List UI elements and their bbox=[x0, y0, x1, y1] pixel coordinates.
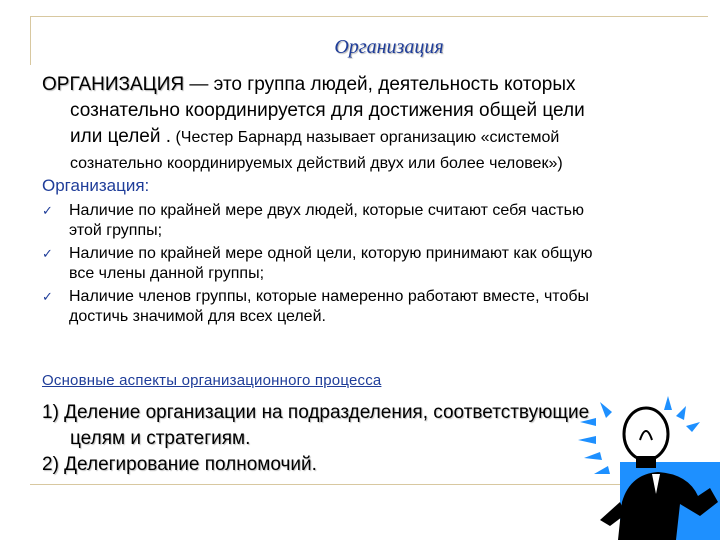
definition-block bbox=[42, 72, 682, 177]
definition-line3: или целей . (Честер Барнард называет организацию «системой bbox=[70, 126, 560, 147]
list-item: ✓ Наличие по крайней мере двух людей, которые считают себя частью этой группы; bbox=[42, 202, 584, 239]
aspects-heading: Основные аспекты организационного процесса bbox=[42, 372, 382, 389]
list-item: ✓ Наличие членов группы, которые намеренно работают вместе, чтобы достичь значимой для всех целей. bbox=[42, 288, 590, 325]
aspect-item-2: 2) Делегирование полномочий. bbox=[42, 454, 317, 475]
slide-title: Организация bbox=[334, 36, 444, 58]
definition-term: ОРГАНИЗАЦИЯ bbox=[42, 74, 185, 95]
aspect-item-1-line2: целям и стратегиям. bbox=[70, 428, 251, 449]
checkmark-icon: ✓ bbox=[42, 203, 53, 218]
frame-bottom-line bbox=[30, 484, 630, 485]
frame-top-line bbox=[30, 16, 708, 17]
organization-heading: Организация: bbox=[42, 176, 150, 195]
aspect-item-1-line1: 1) Деление организации на подразделения, соответствующие bbox=[42, 402, 590, 423]
definition-line1: — это группа людей, деятельность которых bbox=[184, 74, 576, 95]
definition-line2: сознательно координируется для достижения общей цели bbox=[70, 100, 585, 121]
list-item: ✓ Наличие по крайней мере одной цели, которую принимают как общую все члены данной группы; bbox=[42, 245, 593, 282]
definition-line4: сознательно координируемых действий двух или более человек») bbox=[70, 155, 563, 172]
checkmark-icon: ✓ bbox=[42, 289, 53, 304]
lightbulb-head-person-clipart bbox=[560, 392, 720, 540]
checkmark-icon: ✓ bbox=[42, 246, 53, 261]
conditions-list bbox=[42, 201, 672, 330]
